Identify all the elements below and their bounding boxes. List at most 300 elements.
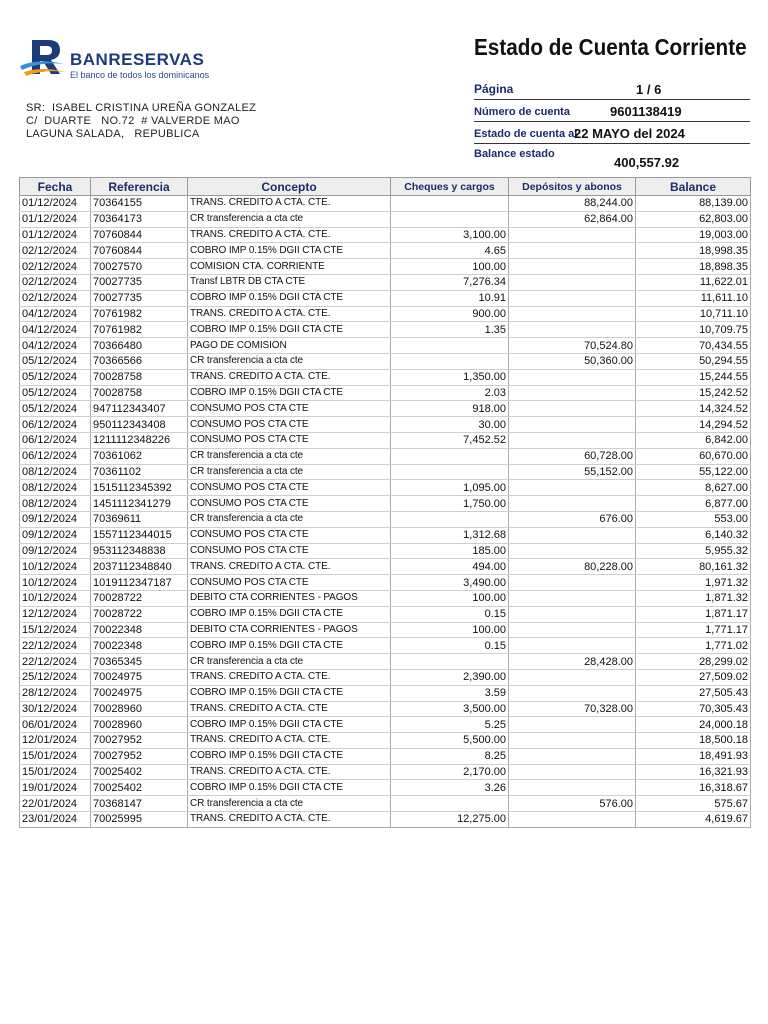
table-row (20, 496, 751, 512)
cell-fecha: 22/12/2024 (20, 638, 91, 654)
cell-depositos (509, 543, 636, 559)
cell-depositos (509, 606, 636, 622)
cell-cheques (391, 211, 509, 227)
cell-referencia: 70028960 (91, 701, 188, 717)
page-row (474, 79, 750, 100)
cell-depositos (509, 432, 636, 448)
cell-cheques: 1.35 (391, 322, 509, 338)
cell-cheques (391, 448, 509, 464)
cell-concepto: CR transferencia a cta cte (188, 511, 391, 527)
cell-depositos (509, 227, 636, 243)
table-row (20, 369, 751, 385)
cell-referencia: 70025402 (91, 780, 188, 796)
table-row (20, 622, 751, 638)
cell-fecha: 05/12/2024 (20, 401, 91, 417)
cell-fecha: 15/01/2024 (20, 764, 91, 780)
cell-balance: 27,509.02 (636, 669, 751, 685)
cell-fecha: 06/01/2024 (20, 717, 91, 733)
cell-referencia: 70364173 (91, 211, 188, 227)
cell-cheques: 185.00 (391, 543, 509, 559)
date-row (474, 123, 750, 144)
cell-balance: 62,803.00 (636, 211, 751, 227)
cell-fecha: 22/12/2024 (20, 654, 91, 670)
account-row (474, 101, 750, 122)
cell-referencia: 70761982 (91, 306, 188, 322)
cell-balance: 4,619.67 (636, 812, 751, 828)
cell-referencia: 70364155 (91, 196, 188, 212)
table-row (20, 606, 751, 622)
cell-cheques: 30.00 (391, 417, 509, 433)
table-row (20, 575, 751, 591)
cell-fecha: 09/12/2024 (20, 511, 91, 527)
balance-row (474, 145, 750, 170)
cell-concepto: CR transferencia a cta cte (188, 464, 391, 480)
cell-cheques: 2,170.00 (391, 764, 509, 780)
cell-balance: 575.67 (636, 796, 751, 812)
cell-depositos (509, 622, 636, 638)
cell-depositos: 576.00 (509, 796, 636, 812)
cell-concepto: COBRO IMP 0.15% DGII CTA CTE (188, 638, 391, 654)
cell-balance: 6,842.00 (636, 432, 751, 448)
cell-concepto: TRANS. CREDITO A CTA. CTE. (188, 196, 391, 212)
cell-referencia: 950112343408 (91, 417, 188, 433)
cell-fecha: 19/01/2024 (20, 780, 91, 796)
cell-referencia: 70760844 (91, 227, 188, 243)
cell-balance: 80,161.32 (636, 559, 751, 575)
cell-depositos: 55,152.00 (509, 464, 636, 480)
cell-referencia: 70022348 (91, 638, 188, 654)
cell-referencia: 70760844 (91, 243, 188, 259)
cell-concepto: TRANS. CREDITO A CTA. CTE. (188, 733, 391, 749)
cell-concepto: CONSUMO POS CTA CTE (188, 543, 391, 559)
cell-balance: 1,871.17 (636, 606, 751, 622)
cell-concepto: COBRO IMP 0.15% DGII CTA CTE (188, 290, 391, 306)
cell-depositos (509, 243, 636, 259)
cell-referencia: 70024975 (91, 685, 188, 701)
cell-concepto: COMISION CTA. CORRIENTE (188, 259, 391, 275)
table-row (20, 464, 751, 480)
cell-balance: 18,500.18 (636, 733, 751, 749)
cell-cheques: 3.59 (391, 685, 509, 701)
cell-cheques: 918.00 (391, 401, 509, 417)
cell-depositos (509, 748, 636, 764)
cell-concepto: CONSUMO POS CTA CTE (188, 480, 391, 496)
table-row (20, 338, 751, 354)
cell-depositos: 28,428.00 (509, 654, 636, 670)
cell-referencia: 1515112345392 (91, 480, 188, 496)
client-city: LAGUNA SALADA, REPUBLICA (26, 128, 200, 140)
cell-referencia: 70025995 (91, 812, 188, 828)
cell-balance: 15,242.52 (636, 385, 751, 401)
cell-fecha: 02/12/2024 (20, 274, 91, 290)
cell-depositos (509, 401, 636, 417)
cell-referencia: 1211112348226 (91, 432, 188, 448)
cell-fecha: 12/01/2024 (20, 733, 91, 749)
cell-concepto: COBRO IMP 0.15% DGII CTA CTE (188, 717, 391, 733)
cell-concepto: TRANS. CREDITO A CTA. CTE. (188, 764, 391, 780)
table-row (20, 685, 751, 701)
cell-concepto: TRANS. CREDITO A CTA. CTE (188, 701, 391, 717)
bank-logo (18, 36, 218, 86)
cell-referencia: 1557112344015 (91, 527, 188, 543)
table-row (20, 764, 751, 780)
cell-depositos: 50,360.00 (509, 353, 636, 369)
bank-name: BANRESERVAS (70, 50, 205, 69)
cell-referencia: 70028960 (91, 717, 188, 733)
cell-cheques (391, 338, 509, 354)
cell-concepto: CR transferencia a cta cte (188, 353, 391, 369)
table-row (20, 638, 751, 654)
cell-cheques: 3,100.00 (391, 227, 509, 243)
cell-fecha: 23/01/2024 (20, 812, 91, 828)
table-row (20, 654, 751, 670)
cell-referencia: 70027952 (91, 748, 188, 764)
cell-referencia: 70366566 (91, 353, 188, 369)
transactions-body (20, 196, 751, 828)
cell-concepto: PAGO DE COMISION (188, 338, 391, 354)
table-row (20, 306, 751, 322)
cell-cheques: 1,312.68 (391, 527, 509, 543)
table-row (20, 401, 751, 417)
cell-depositos (509, 306, 636, 322)
cell-referencia: 70366480 (91, 338, 188, 354)
cell-depositos (509, 259, 636, 275)
cell-concepto: CR transferencia a cta cte (188, 448, 391, 464)
cell-balance: 28,299.02 (636, 654, 751, 670)
client-address (26, 102, 256, 141)
cell-fecha: 02/12/2024 (20, 290, 91, 306)
cell-cheques (391, 196, 509, 212)
cell-depositos: 676.00 (509, 511, 636, 527)
cell-fecha: 05/12/2024 (20, 369, 91, 385)
cell-cheques: 12,275.00 (391, 812, 509, 828)
cell-fecha: 10/12/2024 (20, 590, 91, 606)
cell-balance: 8,627.00 (636, 480, 751, 496)
cell-balance: 6,140.32 (636, 527, 751, 543)
cell-depositos (509, 417, 636, 433)
cell-balance: 553.00 (636, 511, 751, 527)
cell-concepto: CR transferencia a cta cte (188, 211, 391, 227)
cell-cheques (391, 654, 509, 670)
cell-concepto: CONSUMO POS CTA CTE (188, 401, 391, 417)
cell-fecha: 01/12/2024 (20, 227, 91, 243)
col-fecha: Fecha (20, 178, 91, 196)
cell-cheques (391, 353, 509, 369)
cell-referencia: 70022348 (91, 622, 188, 638)
cell-referencia: 2037112348840 (91, 559, 188, 575)
cell-cheques: 3.26 (391, 780, 509, 796)
cell-cheques: 4.65 (391, 243, 509, 259)
cell-fecha: 08/12/2024 (20, 480, 91, 496)
cell-fecha: 04/12/2024 (20, 338, 91, 354)
cell-referencia: 70027570 (91, 259, 188, 275)
cell-depositos: 60,728.00 (509, 448, 636, 464)
cell-depositos: 88,244.00 (509, 196, 636, 212)
cell-fecha: 09/12/2024 (20, 527, 91, 543)
table-row (20, 353, 751, 369)
cell-referencia: 70028758 (91, 369, 188, 385)
cell-balance: 18,998.35 (636, 243, 751, 259)
cell-concepto: TRANS. CREDITO A CTA. CTE. (188, 306, 391, 322)
cell-fecha: 10/12/2024 (20, 559, 91, 575)
cell-fecha: 22/01/2024 (20, 796, 91, 812)
table-row (20, 780, 751, 796)
cell-depositos (509, 780, 636, 796)
cell-balance: 70,305.43 (636, 701, 751, 717)
cell-balance: 5,955.32 (636, 543, 751, 559)
cell-cheques: 1,095.00 (391, 480, 509, 496)
table-row (20, 448, 751, 464)
cell-balance: 88,139.00 (636, 196, 751, 212)
col-balance: Balance (636, 178, 751, 196)
cell-cheques: 5.25 (391, 717, 509, 733)
balance-label: Balance estado (474, 148, 555, 160)
cell-fecha: 12/12/2024 (20, 606, 91, 622)
cell-concepto: TRANS. CREDITO A CTA. CTE. (188, 812, 391, 828)
cell-referencia: 70027952 (91, 733, 188, 749)
cell-depositos (509, 369, 636, 385)
cell-referencia: 70361102 (91, 464, 188, 480)
bank-tagline: El banco de todos los dominicanos (70, 70, 210, 80)
cell-cheques: 7,452.52 (391, 432, 509, 448)
table-row (20, 559, 751, 575)
cell-concepto: CONSUMO POS CTA CTE (188, 432, 391, 448)
cell-fecha: 09/12/2024 (20, 543, 91, 559)
cell-concepto: COBRO IMP 0.15% DGII CTA CTE (188, 322, 391, 338)
cell-fecha: 30/12/2024 (20, 701, 91, 717)
cell-cheques (391, 796, 509, 812)
cell-depositos (509, 274, 636, 290)
cell-fecha: 02/12/2024 (20, 243, 91, 259)
cell-fecha: 01/12/2024 (20, 211, 91, 227)
cell-referencia: 70369611 (91, 511, 188, 527)
cell-balance: 16,318.67 (636, 780, 751, 796)
table-row (20, 701, 751, 717)
cell-cheques: 0.15 (391, 638, 509, 654)
cell-concepto: TRANS. CREDITO A CTA. CTE. (188, 669, 391, 685)
cell-depositos (509, 764, 636, 780)
cell-balance: 6,877.00 (636, 496, 751, 512)
cell-balance: 70,434.55 (636, 338, 751, 354)
cell-depositos (509, 496, 636, 512)
cell-balance: 11,611.10 (636, 290, 751, 306)
balance-value: 400,557.92 (614, 155, 680, 170)
cell-concepto: Transf LBTR DB CTA CTE (188, 274, 391, 290)
cell-concepto: CR transferencia a cta cte (188, 796, 391, 812)
cell-referencia: 70028722 (91, 590, 188, 606)
cell-concepto: CONSUMO POS CTA CTE (188, 575, 391, 591)
cell-referencia: 70028758 (91, 385, 188, 401)
cell-depositos: 62,864.00 (509, 211, 636, 227)
cell-balance: 10,709.75 (636, 322, 751, 338)
cell-concepto: CONSUMO POS CTA CTE (188, 417, 391, 433)
cell-cheques: 3,490.00 (391, 575, 509, 591)
cell-balance: 15,244.55 (636, 369, 751, 385)
table-row (20, 527, 751, 543)
cell-concepto: CONSUMO POS CTA CTE (188, 527, 391, 543)
cell-cheques: 494.00 (391, 559, 509, 575)
table-row (20, 812, 751, 828)
cell-cheques: 7,276.34 (391, 274, 509, 290)
cell-concepto: CR transferencia a cta cte (188, 654, 391, 670)
cell-balance: 1,971.32 (636, 575, 751, 591)
cell-referencia: 953112348838 (91, 543, 188, 559)
cell-concepto: TRANS. CREDITO A CTA. CTE. (188, 559, 391, 575)
cell-balance: 18,898.35 (636, 259, 751, 275)
cell-fecha: 06/12/2024 (20, 448, 91, 464)
cell-depositos (509, 733, 636, 749)
table-row (20, 227, 751, 243)
transactions-table (19, 177, 751, 828)
cell-concepto: DEBITO CTA CORRIENTES - PAGOS (188, 590, 391, 606)
cell-balance: 16,321.93 (636, 764, 751, 780)
statement-title: Estado de Cuenta Corriente (474, 34, 747, 60)
table-row (20, 417, 751, 433)
cell-fecha: 06/12/2024 (20, 417, 91, 433)
cell-referencia: 1019112347187 (91, 575, 188, 591)
cell-concepto: COBRO IMP 0.15% DGII CTA CTE (188, 780, 391, 796)
banreservas-logo-icon (18, 36, 70, 86)
table-row (20, 243, 751, 259)
col-referencia: Referencia (91, 178, 188, 196)
account-label: Número de cuenta (474, 106, 570, 118)
cell-depositos (509, 527, 636, 543)
cell-balance: 1,771.02 (636, 638, 751, 654)
cell-concepto: COBRO IMP 0.15% DGII CTA CTE (188, 243, 391, 259)
cell-concepto: COBRO IMP 0.15% DGII CTA CTE (188, 748, 391, 764)
cell-depositos (509, 575, 636, 591)
table-row (20, 290, 751, 306)
cell-fecha: 05/12/2024 (20, 353, 91, 369)
cell-concepto: DEBITO CTA CORRIENTES - PAGOS (188, 622, 391, 638)
table-row (20, 322, 751, 338)
table-row (20, 796, 751, 812)
cell-depositos (509, 480, 636, 496)
cell-fecha: 01/12/2024 (20, 196, 91, 212)
table-row (20, 385, 751, 401)
cell-depositos: 80,228.00 (509, 559, 636, 575)
cell-concepto: CONSUMO POS CTA CTE (188, 496, 391, 512)
cell-depositos (509, 685, 636, 701)
cell-fecha: 08/12/2024 (20, 464, 91, 480)
table-header (20, 178, 751, 196)
cell-referencia: 70368147 (91, 796, 188, 812)
cell-balance: 1,771.17 (636, 622, 751, 638)
cell-depositos (509, 590, 636, 606)
cell-cheques: 5,500.00 (391, 733, 509, 749)
cell-cheques: 100.00 (391, 622, 509, 638)
cell-cheques: 2.03 (391, 385, 509, 401)
cell-referencia: 70027735 (91, 290, 188, 306)
cell-cheques: 100.00 (391, 590, 509, 606)
cell-fecha: 25/12/2024 (20, 669, 91, 685)
col-concepto: Concepto (188, 178, 391, 196)
cell-cheques: 10.91 (391, 290, 509, 306)
cell-cheques: 0.15 (391, 606, 509, 622)
cell-depositos (509, 322, 636, 338)
cell-fecha: 08/12/2024 (20, 496, 91, 512)
cell-fecha: 05/12/2024 (20, 385, 91, 401)
cell-fecha: 04/12/2024 (20, 306, 91, 322)
cell-balance: 50,294.55 (636, 353, 751, 369)
cell-depositos (509, 812, 636, 828)
cell-concepto: COBRO IMP 0.15% DGII CTA CTE (188, 685, 391, 701)
cell-cheques: 8.25 (391, 748, 509, 764)
cell-balance: 14,294.52 (636, 417, 751, 433)
cell-cheques (391, 511, 509, 527)
page-value: 1 / 6 (636, 82, 662, 97)
cell-balance: 27,505.43 (636, 685, 751, 701)
table-row (20, 211, 751, 227)
table-row (20, 432, 751, 448)
cell-fecha: 15/01/2024 (20, 748, 91, 764)
cell-cheques: 100.00 (391, 259, 509, 275)
table-row (20, 196, 751, 212)
cell-balance: 10,711.10 (636, 306, 751, 322)
cell-referencia: 70024975 (91, 669, 188, 685)
statement-date: 22 MAYO del 2024 (574, 126, 685, 141)
col-cheques: Cheques y cargos (391, 178, 509, 196)
cell-depositos: 70,524.80 (509, 338, 636, 354)
cell-depositos: 70,328.00 (509, 701, 636, 717)
cell-cheques: 2,390.00 (391, 669, 509, 685)
account-number: 9601138419 (610, 104, 682, 119)
table-row (20, 511, 751, 527)
cell-fecha: 15/12/2024 (20, 622, 91, 638)
cell-fecha: 10/12/2024 (20, 575, 91, 591)
cell-referencia: 70761982 (91, 322, 188, 338)
cell-balance: 55,122.00 (636, 464, 751, 480)
date-label: Estado de cuenta al (474, 128, 578, 140)
table-row (20, 543, 751, 559)
cell-fecha: 28/12/2024 (20, 685, 91, 701)
cell-balance: 14,324.52 (636, 401, 751, 417)
col-depositos: Depósitos y abonos (509, 178, 636, 196)
cell-fecha: 04/12/2024 (20, 322, 91, 338)
cell-fecha: 06/12/2024 (20, 432, 91, 448)
cell-concepto: TRANS. CREDITO A CTA. CTE. (188, 227, 391, 243)
cell-referencia: 70025402 (91, 764, 188, 780)
cell-referencia: 70365345 (91, 654, 188, 670)
cell-cheques: 1,350.00 (391, 369, 509, 385)
cell-referencia: 70361062 (91, 448, 188, 464)
table-row (20, 259, 751, 275)
cell-referencia: 70027735 (91, 274, 188, 290)
table-row (20, 590, 751, 606)
cell-depositos (509, 290, 636, 306)
cell-balance: 1,871.32 (636, 590, 751, 606)
cell-balance: 24,000.18 (636, 717, 751, 733)
cell-depositos (509, 385, 636, 401)
cell-balance: 19,003.00 (636, 227, 751, 243)
cell-depositos (509, 669, 636, 685)
cell-balance: 18,491.93 (636, 748, 751, 764)
table-row (20, 733, 751, 749)
cell-concepto: TRANS. CREDITO A CTA. CTE. (188, 369, 391, 385)
table-row (20, 748, 751, 764)
table-row (20, 717, 751, 733)
cell-depositos (509, 638, 636, 654)
cell-cheques: 3,500.00 (391, 701, 509, 717)
cell-fecha: 02/12/2024 (20, 259, 91, 275)
cell-cheques: 900.00 (391, 306, 509, 322)
table-row (20, 274, 751, 290)
table-row (20, 480, 751, 496)
cell-concepto: COBRO IMP 0.15% DGII CTA CTE (188, 606, 391, 622)
cell-balance: 60,670.00 (636, 448, 751, 464)
cell-balance: 11,622.01 (636, 274, 751, 290)
cell-concepto: COBRO IMP 0.15% DGII CTA CTE (188, 385, 391, 401)
